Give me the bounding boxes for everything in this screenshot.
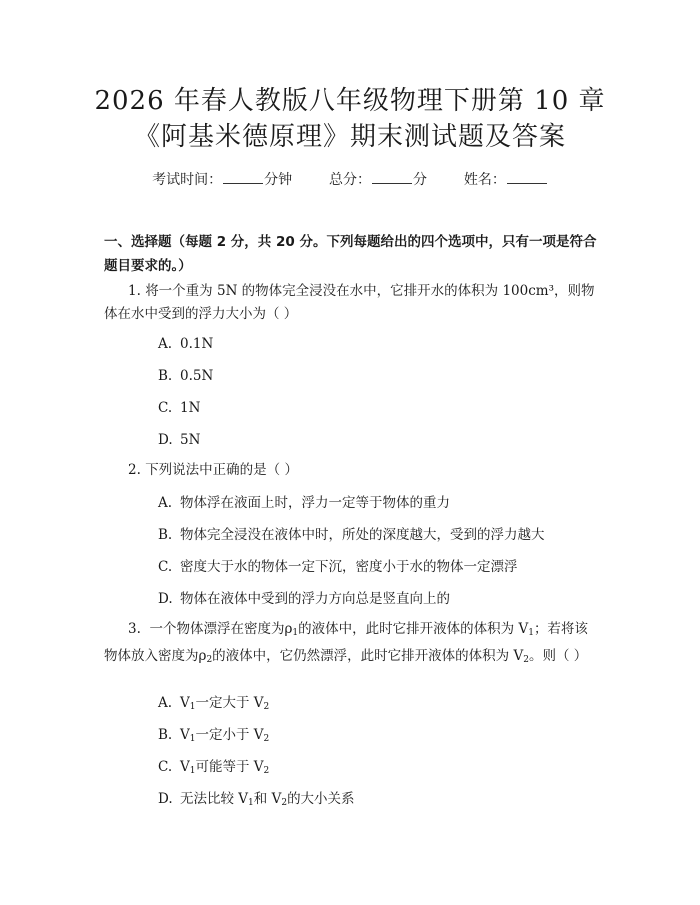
question-1 xyxy=(104,280,600,326)
name-blank xyxy=(507,170,547,184)
option-2d: D. 物体在液体中受到的浮力方向总是竖直向上的 xyxy=(158,591,450,607)
document-title-line1: 2026 年春人教版八年级物理下册第 10 章 xyxy=(94,86,606,116)
option-1c: C. 1N xyxy=(158,400,201,416)
time-unit: 分钟 xyxy=(264,172,293,188)
time-blank xyxy=(223,170,263,184)
question-text: 下列说法中正确的是（ ） xyxy=(145,462,298,478)
option-1b: B. 0.5N xyxy=(158,368,214,384)
question-number: 1. xyxy=(128,283,141,299)
exam-info-row xyxy=(0,170,700,189)
score-label: 总分： xyxy=(329,172,371,188)
question-number: 2. xyxy=(128,462,141,478)
name-label: 姓名： xyxy=(463,172,506,188)
option-2a: A. 物体浮在液面上时，浮力一定等于物体的重力 xyxy=(158,495,450,511)
option-3a: A. $V_1$一定大于 $V_2$ xyxy=(158,695,270,712)
question-number: 3. xyxy=(128,621,141,637)
document-title-line2: 《阿基米德原理》期末测试题及答案 xyxy=(133,122,566,152)
question-text: 将一个重为 5N 的物体完全浸没在水中，它排开水的体积为 100cm³，则物体在水中受到的浮力大小为（ ） xyxy=(104,283,595,322)
score-blank xyxy=(372,170,412,184)
option-2b: B. 物体完全浸没在液体中时，所处的深度越大，受到的浮力越大 xyxy=(158,527,545,543)
option-3d: D. 无法比较 $V_1$和 $V_2$的大小关系 xyxy=(158,791,355,808)
question-3: 3. 一个物体漂浮在密度为$\rho_1$的液体中，此时它排开液体的体积为 $V_1$；若将该物体放入密度为$\rho_2$的液体中，它仍然漂浮，此时它排开液体的体积为 $V_2$。则（ ） xyxy=(104,621,588,665)
option-3b: B. $V_1$一定小于 $V_2$ xyxy=(158,727,270,744)
option-2c: C. 密度大于水的物体一定下沉，密度小于水的物体一定漂浮 xyxy=(158,559,518,575)
option-1d: D. 5N xyxy=(158,432,201,448)
option-3c: C. $V_1$可能等于 $V_2$ xyxy=(158,759,270,776)
question-2 xyxy=(104,459,600,482)
time-label: 考试时间： xyxy=(152,172,223,188)
section-heading: 一、选择题（每题 2 分，共 20 分。下列每题给出的四个选项中，只有一项是符合题目要求的。） xyxy=(104,234,597,274)
option-1a: A. 0.1N xyxy=(158,336,214,352)
score-unit: 分 xyxy=(413,172,427,188)
